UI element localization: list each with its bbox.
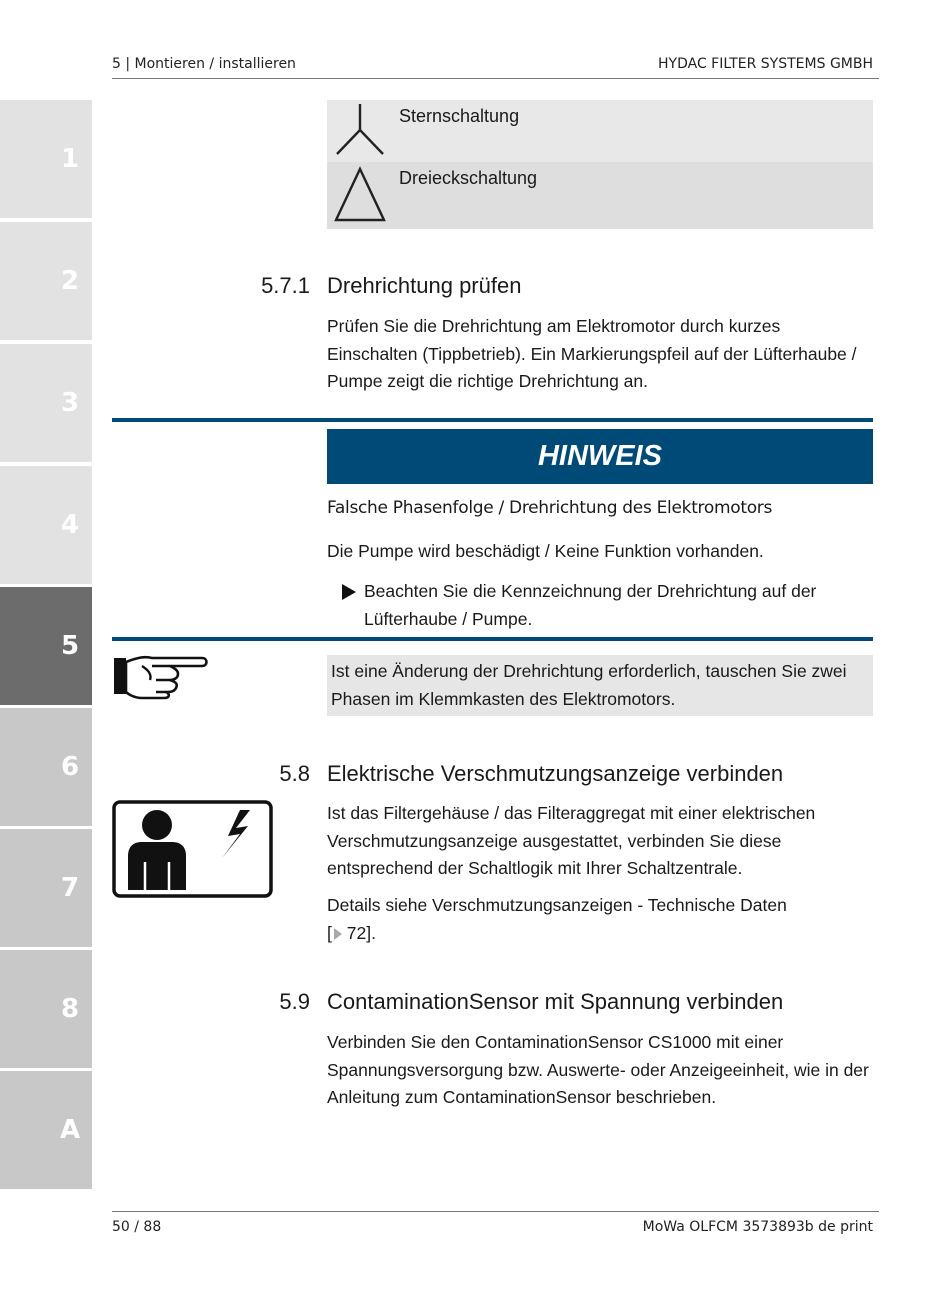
- footer-doc-id: MoWa OLFCM 3573893b de print: [642, 1219, 873, 1235]
- symbol-label-star: Sternschaltung: [399, 106, 520, 126]
- header-rule: [112, 78, 879, 79]
- section-571-number: 5.7.1: [261, 273, 310, 298]
- details-text: Details siehe Verschmutzungsanzeigen - Technische Daten: [327, 895, 787, 915]
- section-58-body: Ist das Filtergehäuse / das Filteraggregat mit einer elektrischen Verschmutzungsanzeige ausgestattet, verbinden Sie diese entsprechend der Schaltlogik mit Ihrer Schaltzentrale.: [327, 803, 816, 878]
- page-ref-link[interactable]: 72].: [341, 922, 376, 943]
- section-59-title: ContaminationSensor mit Spannung verbinden: [327, 989, 784, 1014]
- section-58-title: Elektrische Verschmutzungsanzeige verbinden: [327, 761, 784, 786]
- notice-action: [342, 578, 875, 633]
- pointing-hand-icon: [112, 652, 208, 700]
- section-58-number: 5.8: [279, 761, 310, 786]
- notice-label: HINWEIS: [327, 429, 873, 484]
- footer-page-number: 50 / 88: [112, 1219, 162, 1235]
- notice-consequence: Die Pumpe wird beschädigt / Keine Funktion vorhanden.: [327, 541, 764, 561]
- page-ref-arrow-icon[interactable]: [334, 928, 342, 940]
- action-triangle-icon: [342, 584, 356, 600]
- section-58-details: [327, 892, 875, 947]
- electrician-icon: [112, 800, 273, 898]
- section-59-body: Verbinden Sie den ContaminationSensor CS1000 mit einer Spannungsversorgung bzw. Auswerte- oder Anzeigeeinheit, wie in der Anleitung zum ContaminationSensor beschrieben.: [327, 1032, 869, 1107]
- section-59-number: 5.9: [279, 989, 310, 1014]
- delta-connection-icon: [333, 166, 387, 224]
- ref-bracket: [: [327, 922, 332, 943]
- star-connection-icon: [333, 102, 387, 158]
- tip-box: Ist eine Änderung der Drehrichtung erforderlich, tauschen Sie zwei Phasen im Klemmkasten des Elektromotors.: [327, 655, 873, 716]
- notice-heading: Falsche Phasenfolge / Drehrichtung des Elektromotors: [327, 498, 773, 518]
- header-chapter: 5 | Montieren / installieren: [112, 56, 296, 72]
- header-company: HYDAC FILTER SYSTEMS GMBH: [658, 56, 873, 72]
- chapter-tab-2[interactable]: 2: [0, 222, 92, 340]
- symbol-row-star: [327, 100, 873, 162]
- chapter-tab-4[interactable]: 4: [0, 466, 92, 584]
- chapter-tab-5[interactable]: 5: [0, 587, 92, 705]
- chapter-tab-6[interactable]: 6: [0, 708, 92, 826]
- notice-action-text: Beachten Sie die Kennzeichnung der Drehrichtung auf der Lüfterhaube / Pumpe.: [364, 581, 817, 629]
- chapter-tab-1[interactable]: 1: [0, 100, 92, 218]
- symbol-label-delta: Dreieckschaltung: [399, 168, 538, 188]
- notice-top-rule: [112, 418, 873, 422]
- section-571-title: Drehrichtung prüfen: [327, 273, 522, 298]
- chapter-tab-8[interactable]: 8: [0, 950, 92, 1068]
- symbol-row-delta: [327, 162, 873, 229]
- section-571-body: Prüfen Sie die Drehrichtung am Elektromotor durch kurzes Einschalten (Tippbetrieb). Ein Markierungspfeil auf der Lüfterhaube / Pumpe zeigt die richtige Drehrichtung an.: [327, 316, 857, 391]
- footer-rule: [112, 1211, 879, 1212]
- chapter-tab-3[interactable]: 3: [0, 344, 92, 462]
- chapter-tab-a[interactable]: A: [0, 1071, 92, 1189]
- chapter-tab-7[interactable]: 7: [0, 829, 92, 947]
- notice-bottom-rule: [112, 637, 873, 641]
